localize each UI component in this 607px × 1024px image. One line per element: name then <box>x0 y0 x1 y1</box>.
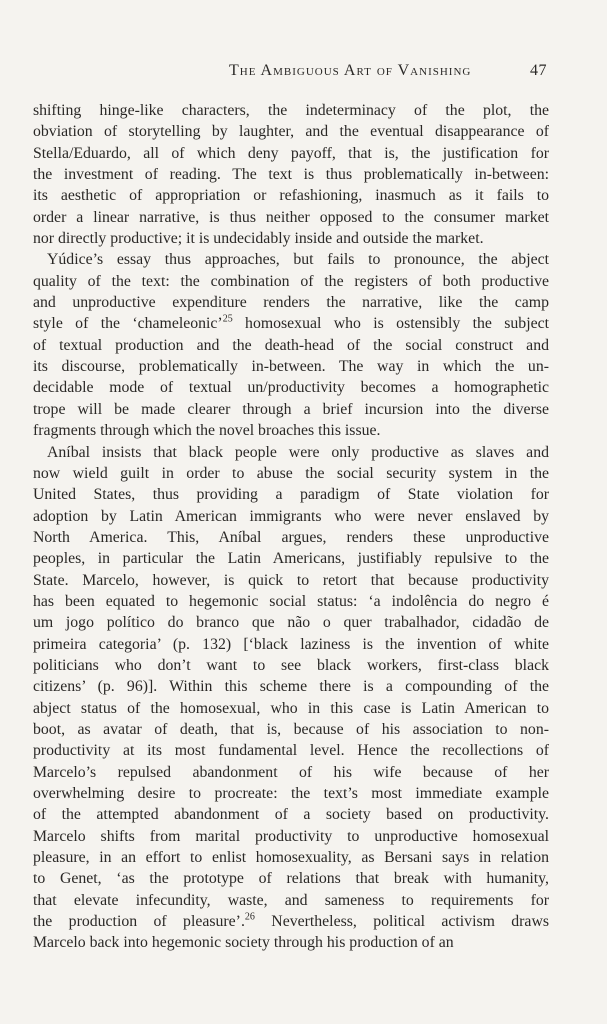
paragraph <box>33 249 549 441</box>
text-segment: homosexual who is ostensibly the subject <box>232 315 549 333</box>
text-line: shifting hinge-like characters, the indeterminacy of the plot, the <box>33 102 549 119</box>
text-line: to Genet, ‘as the prototype of relations that break with humanity, <box>33 870 549 888</box>
text-line: quality of the text: the combination of the registers of both productive <box>33 272 549 290</box>
text-segment: the production of pleasure’. <box>33 913 245 931</box>
text-line: and unproductive expenditure renders the narrative, like the camp <box>33 294 549 312</box>
text-line: its discourse, problematically in-between. The way in which the un- <box>33 358 549 376</box>
text-line: has been equated to hegemonic social status: ‘a indolência do negro é <box>33 592 549 610</box>
text-line: productivity at its most fundamental level. Hence the recollections of <box>33 742 549 760</box>
footnote-mark: 25 <box>222 314 233 326</box>
footnote-mark: 26 <box>244 911 255 923</box>
text-line: pleasure, in an effort to enlist homosexuality, as Bersani says in relation <box>33 849 549 867</box>
text-line: citizens’ (p. 96)]. Within this scheme there is a compounding of the <box>33 678 549 696</box>
text-line: Marcelo’s repulsed abandonment of his wife because of her <box>33 763 549 781</box>
text-line: of the attempted abandonment of a society based on productivity. <box>33 806 549 824</box>
text-line: adoption by Latin American immigrants who were never enslaved by <box>33 507 549 525</box>
text-segment: style of the ‘chameleonic’ <box>33 315 223 333</box>
text-line: overwhelming desire to procreate: the text’s most immediate example <box>33 785 549 802</box>
text-line: peoples, in particular the Latin Americans, justifiably repulsive to the <box>33 550 549 568</box>
text-line: politicians who don’t want to see black workers, first-class black <box>33 656 549 674</box>
paragraph <box>33 442 549 954</box>
text-line: State. Marcelo, however, is quick to retort that because productivity <box>33 571 549 589</box>
text-line: fragments through which the novel broaches this issue. <box>33 422 381 440</box>
text-line: trope will be made clearer through a brief incursion into the diverse <box>33 400 549 418</box>
text-line: order a linear narrative, is thus neither opposed to the consumer market <box>33 208 549 226</box>
paragraph <box>33 100 549 249</box>
text-line: um jogo político do branco que não o quer trabalhador, cidadão de <box>33 614 549 632</box>
text-line: that elevate infecundity, waste, and sameness to requirements for <box>33 891 549 909</box>
text-line: Marcelo back into hegemonic society through his production of an <box>33 934 454 952</box>
text-line: Stella/Eduardo, all of which deny payoff, that is, the justification for <box>33 144 549 162</box>
text-line: United States, thus providing a paradigm of State violation for <box>33 486 549 504</box>
text-line: boot, as avatar of death, that is, because of his association to non- <box>33 720 549 738</box>
body-text <box>33 100 549 954</box>
text-line: Aníbal insists that black people were only productive as slaves and <box>47 443 549 461</box>
text-segment: Nevertheless, political activism draws <box>254 913 549 931</box>
text-line: primeira categoria’ (p. 132) [‘black laziness is the invention of white <box>33 635 549 653</box>
text-line <box>33 313 549 334</box>
text-line: abject status of the homosexual, who in this case is Latin American to <box>33 699 549 717</box>
text-line <box>33 911 549 932</box>
text-line: its aesthetic of appropriation or refashioning, inasmuch as it fails to <box>33 187 549 205</box>
running-header <box>229 62 547 84</box>
running-title: The Ambiguous Art of Vanishing <box>229 62 472 79</box>
text-line: obviation of storytelling by laughter, and the eventual disappearance of <box>33 123 549 141</box>
text-line: decidable mode of textual un/productivity becomes a homographetic <box>33 379 549 397</box>
text-line: Yúdice’s essay thus approaches, but fails to pronounce, the abject <box>47 251 549 269</box>
text-line: the investment of reading. The text is thus problematically in-between: <box>33 166 549 184</box>
text-line: now wield guilt in order to abuse the social security system in the <box>33 464 549 482</box>
text-line: Marcelo shifts from marital productivity to unproductive homosexual <box>33 827 549 845</box>
text-line: nor directly productive; it is undecidably inside and outside the market. <box>33 230 484 248</box>
page-number: 47 <box>530 62 547 79</box>
text-line: North America. This, Aníbal argues, renders these unproductive <box>33 528 549 546</box>
text-line: of textual production and the death-head of the social construct and <box>33 336 549 354</box>
